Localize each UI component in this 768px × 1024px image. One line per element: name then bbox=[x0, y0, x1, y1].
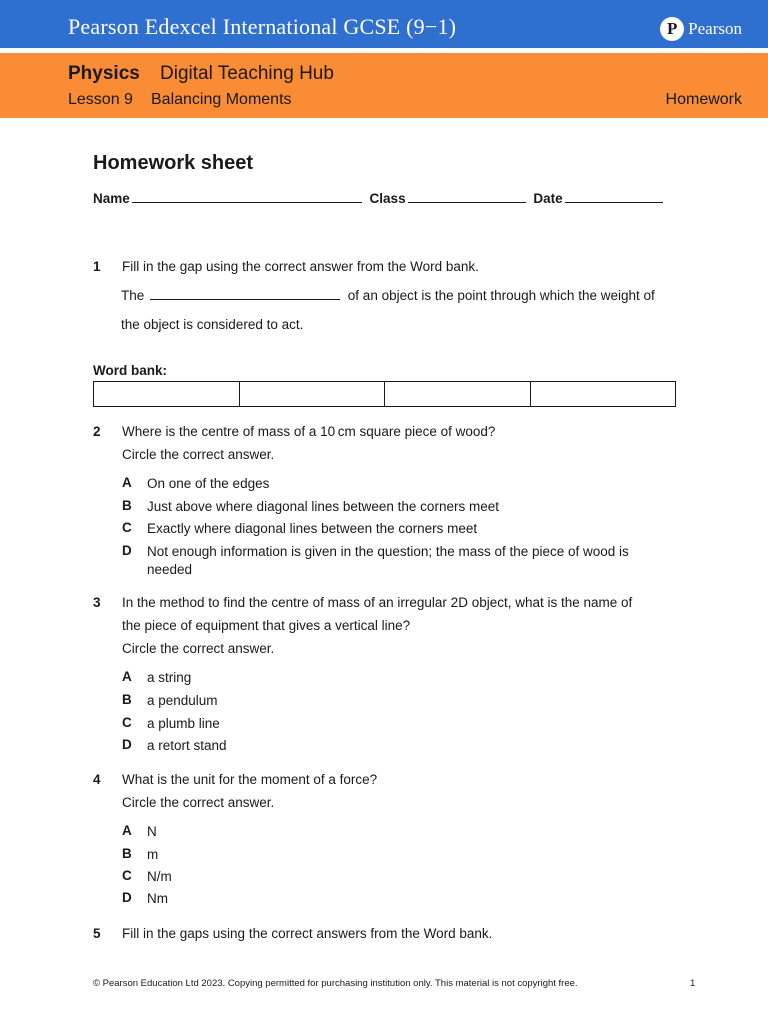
word-bank-cell bbox=[94, 382, 240, 406]
q2-option-letter: D bbox=[122, 543, 132, 558]
question-4-instruction: Circle the correct answer. bbox=[122, 795, 275, 810]
q2-option-text[interactable]: Not enough information is given in the question; the mass of the piece of wood is needed bbox=[147, 544, 629, 577]
name-label: Name bbox=[93, 191, 130, 206]
q4-option-letter: A bbox=[122, 823, 132, 838]
q3-option-letter: B bbox=[122, 692, 132, 707]
q4-option-text[interactable]: Nm bbox=[147, 891, 168, 906]
q2-option-letter: B bbox=[122, 498, 132, 513]
q4-option-text[interactable]: N bbox=[147, 824, 157, 839]
question-1-text-before: The bbox=[121, 288, 145, 303]
q2-option-text[interactable]: Just above where diagonal lines between the corners meet bbox=[147, 499, 499, 514]
q3-option-text[interactable]: a plumb line bbox=[147, 716, 220, 731]
top-banner bbox=[0, 0, 768, 48]
question-3-number: 3 bbox=[93, 595, 101, 610]
subject-banner bbox=[0, 53, 768, 118]
word-bank-cell bbox=[385, 382, 531, 406]
question-1-text-after: of an object is the point through which the weight of bbox=[347, 288, 655, 303]
student-details-row bbox=[93, 190, 667, 206]
qualification-title: Pearson Edexcel International GCSE (9−1) bbox=[68, 14, 457, 39]
question-5-number: 5 bbox=[93, 926, 101, 941]
question-1-gap[interactable] bbox=[150, 287, 340, 300]
name-field[interactable] bbox=[132, 190, 362, 203]
question-5-prompt: Fill in the gaps using the correct answers from the Word bank. bbox=[122, 926, 493, 941]
question-1-sentence-line2: the object is considered to act. bbox=[121, 317, 304, 332]
q3-option-text[interactable]: a retort stand bbox=[147, 738, 227, 753]
q4-option-letter: C bbox=[122, 868, 132, 883]
date-field[interactable] bbox=[565, 190, 663, 203]
q3-option-letter: D bbox=[122, 737, 132, 752]
question-2-prompt: Where is the centre of mass of a 10 cm square piece of wood? bbox=[122, 424, 496, 439]
sheet-title: Homework sheet bbox=[93, 152, 254, 174]
q2-option-text[interactable]: Exactly where diagonal lines between the corners meet bbox=[147, 521, 478, 536]
q2-option-letter: A bbox=[122, 475, 132, 490]
date-label: Date bbox=[533, 191, 563, 206]
question-1-prompt: Fill in the gap using the correct answer from the Word bank. bbox=[122, 259, 479, 274]
question-4-number: 4 bbox=[93, 772, 101, 787]
lesson-number: Lesson 9 bbox=[68, 91, 133, 108]
question-1-sentence bbox=[121, 287, 655, 303]
q3-option-letter: A bbox=[122, 669, 132, 684]
word-bank-cell bbox=[531, 382, 676, 406]
lesson-title: Balancing Moments bbox=[151, 91, 292, 108]
q2-option-text[interactable]: On one of the edges bbox=[147, 476, 270, 491]
q4-option-letter: B bbox=[122, 846, 132, 861]
question-2-number: 2 bbox=[93, 424, 101, 439]
pearson-logo bbox=[660, 17, 742, 41]
subject-label: Physics bbox=[68, 63, 140, 84]
class-label: Class bbox=[369, 191, 406, 206]
word-bank-cell bbox=[240, 382, 386, 406]
q3-option-letter: C bbox=[122, 715, 132, 730]
copyright-footer: © Pearson Education Ltd 2023. Copying permitted for purchasing institution only. This material is not copyright free. bbox=[93, 978, 578, 989]
q4-option-text[interactable]: N/m bbox=[147, 869, 172, 884]
question-3-instruction: Circle the correct answer. bbox=[122, 641, 275, 656]
question-3-prompt-line1: In the method to find the centre of mass of an irregular 2D object, what is the name of bbox=[122, 595, 633, 610]
resource-type: Homework bbox=[665, 91, 742, 108]
page-number: 1 bbox=[690, 978, 696, 989]
word-bank-label: Word bank: bbox=[93, 363, 167, 378]
q4-option-letter: D bbox=[122, 890, 132, 905]
question-3-prompt-line2: the piece of equipment that gives a vertical line? bbox=[122, 618, 411, 633]
pearson-logo-text: Pearson bbox=[688, 19, 742, 38]
q2-option-letter: C bbox=[122, 520, 132, 535]
hub-label: Digital Teaching Hub bbox=[160, 63, 334, 84]
q3-option-text[interactable]: a pendulum bbox=[147, 693, 218, 708]
question-2-instruction: Circle the correct answer. bbox=[122, 447, 275, 462]
pearson-logo-icon: P bbox=[660, 17, 684, 41]
q3-option-text[interactable]: a string bbox=[147, 670, 192, 685]
q4-option-text[interactable]: m bbox=[147, 847, 159, 862]
word-bank-table bbox=[93, 381, 676, 407]
question-1-number: 1 bbox=[93, 259, 101, 274]
question-4-prompt: What is the unit for the moment of a force? bbox=[122, 772, 378, 787]
class-field[interactable] bbox=[408, 190, 526, 203]
